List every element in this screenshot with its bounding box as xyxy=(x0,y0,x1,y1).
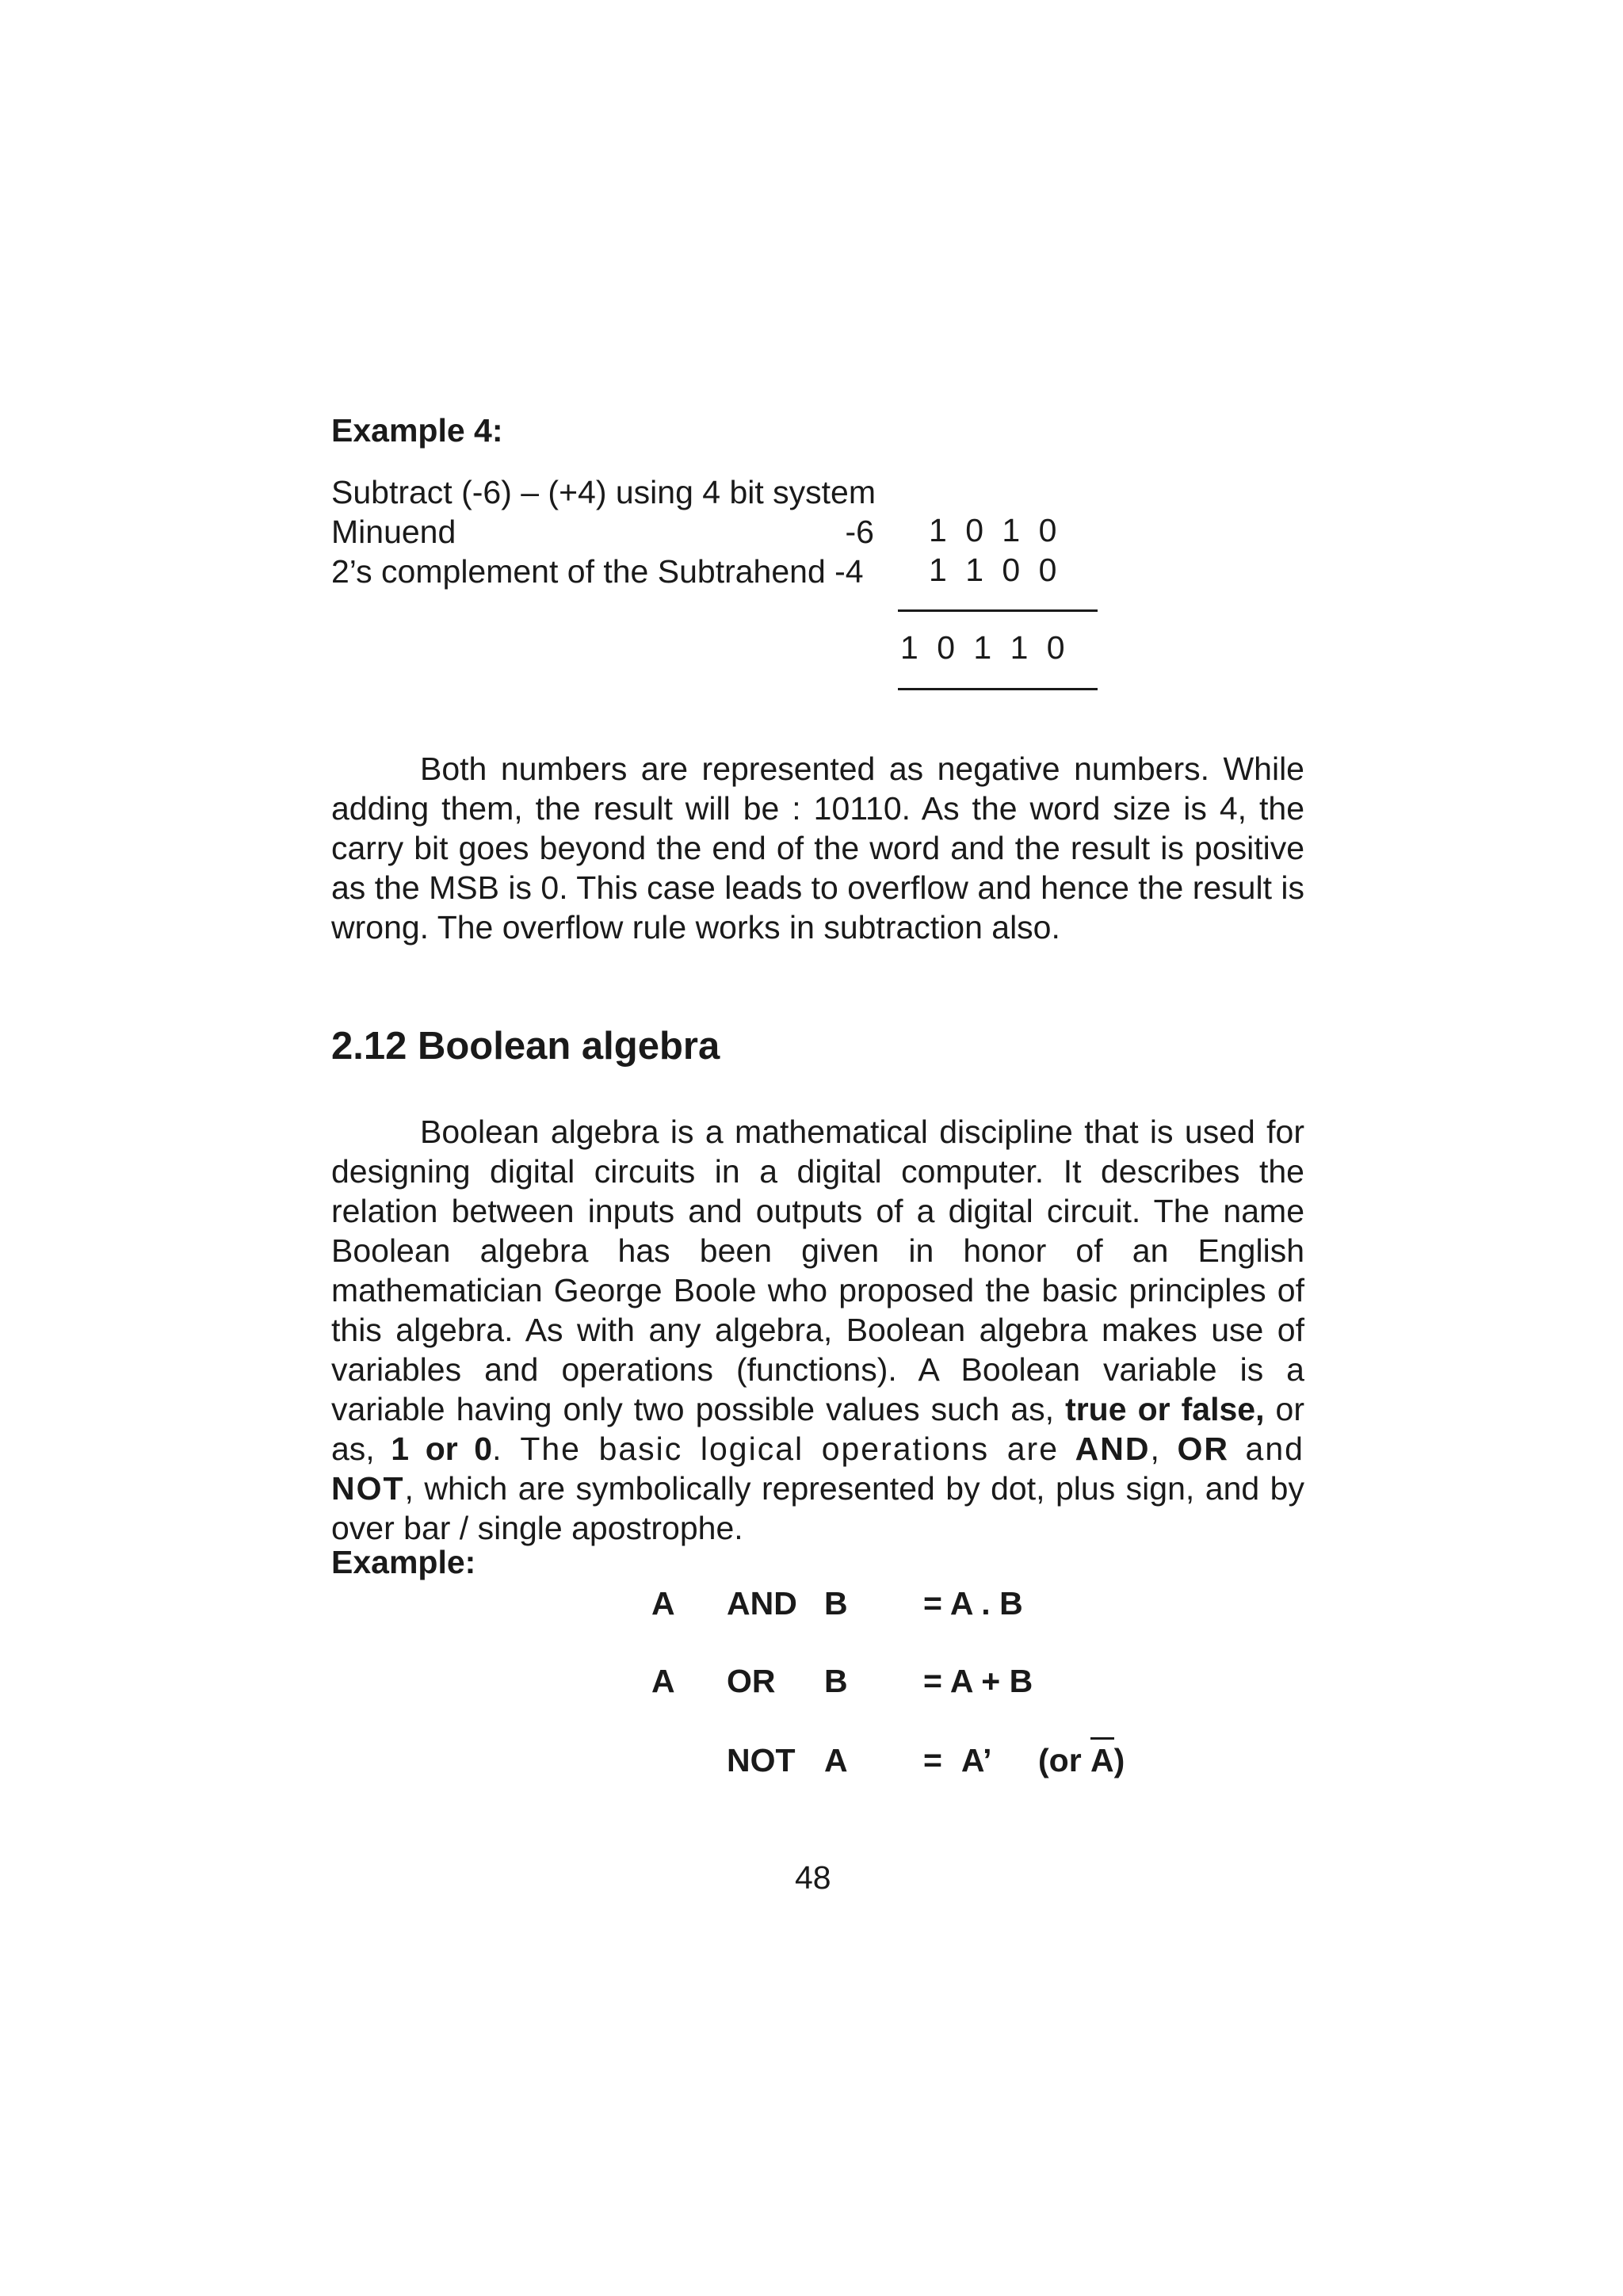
overflow-paragraph xyxy=(331,749,1304,947)
page-number: 48 xyxy=(795,1859,831,1896)
basic-ops-intro: . The basic logical operations are xyxy=(492,1431,1060,1467)
row-and-left-operand: A xyxy=(651,1585,675,1622)
row-or-result: = A + B xyxy=(923,1663,1033,1699)
true-false-term: true or false, xyxy=(1065,1391,1265,1427)
sum-top-rule xyxy=(898,609,1098,612)
row-or-operator: OR xyxy=(727,1663,776,1699)
row-and-result: = A . B xyxy=(923,1585,1023,1622)
alt-notation-suffix: ) xyxy=(1113,1742,1125,1778)
subtrahend-binary-value: 1 1 0 0 xyxy=(929,552,1057,588)
alternate-notation xyxy=(1038,1742,1125,1779)
or-term: OR xyxy=(1177,1431,1229,1467)
row-not-operator: NOT xyxy=(727,1742,796,1778)
minuend-binary-value: 1 0 1 0 xyxy=(929,512,1057,548)
row-not-result: = A’ xyxy=(923,1742,992,1778)
minuend-decimal-value: -6 xyxy=(845,514,874,550)
or-as-text: or as, xyxy=(331,1391,1304,1467)
example-4-heading: Example 4: xyxy=(331,412,503,449)
sum-binary-value: 1 0 1 1 0 xyxy=(900,629,1065,666)
not-term: NOT xyxy=(331,1470,405,1507)
example-heading: Example: xyxy=(331,1544,476,1580)
and-word: and xyxy=(1245,1431,1304,1467)
section-heading: 2.12 Boolean algebra xyxy=(331,1025,720,1068)
paragraph-intro: Boolean algebra is a mathematical discipline that is used for designing digital circuits in a digital computer. It describes the relation between inputs and outputs of a digital circuit. The name Boolean algebra has been given in honor of an English mathematician George Boole who proposed the basic principles of this algebra. As with any algebra, Boolean algebra makes use of variables and operations (functions). A Boolean variable is a variable having only two possible values such as, xyxy=(331,1114,1304,1427)
and-term: AND xyxy=(1075,1431,1151,1467)
comma-separator: , xyxy=(1150,1431,1161,1467)
row-and-right-operand: B xyxy=(824,1585,848,1622)
problem-statement: Subtract (-6) – (+4) using 4 bit system xyxy=(331,474,876,510)
paragraph-end: , which are symbolically represented by dot, plus sign, and by over bar / single apostrophe. xyxy=(331,1470,1304,1546)
overflow-paragraph-text: Both numbers are represented as negative numbers. While adding them, the result will be : 10110. As the word size is 4, the carry bit goes beyond the end of the word and the result is positive as the MSB is 0. This case leads to overflow and hence the result is wrong. The overflow rule works in subtraction also. xyxy=(331,751,1304,946)
row-and-operator: AND xyxy=(727,1585,797,1622)
row-or-right-operand: B xyxy=(824,1663,848,1699)
row-not-operand: A xyxy=(824,1742,848,1778)
sum-bottom-rule xyxy=(898,688,1098,690)
one-zero-term: 1 or 0 xyxy=(391,1431,493,1467)
row-or-left-operand: A xyxy=(651,1663,675,1699)
subtrahend-label: 2’s complement of the Subtrahend -4 xyxy=(331,553,864,590)
alt-notation-prefix: (or xyxy=(1038,1742,1091,1778)
overbar-variable: A xyxy=(1090,1742,1114,1778)
boolean-algebra-paragraph xyxy=(331,1112,1304,1548)
minuend-label: Minuend xyxy=(331,514,456,550)
